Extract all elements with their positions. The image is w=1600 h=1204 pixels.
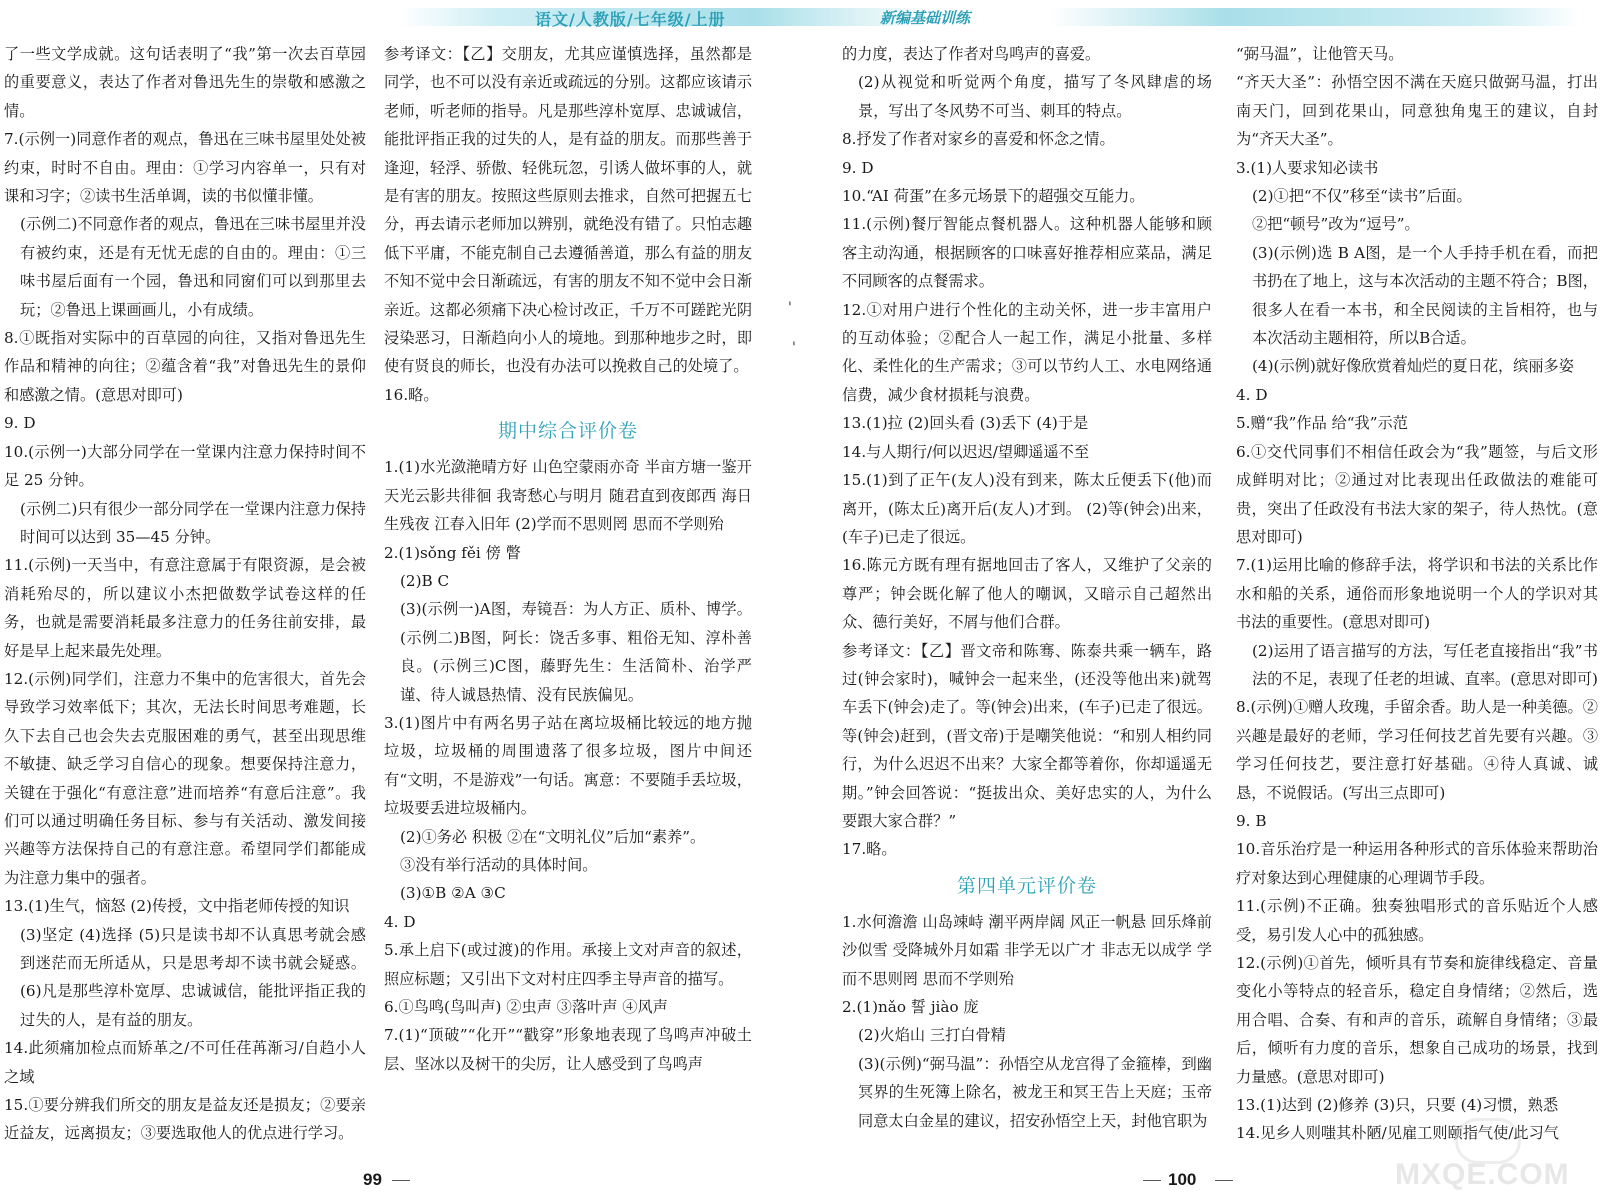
answer-paragraph: 9. B [1236,811,1267,830]
answer-paragraph: 2.(1)sǒng fěi 傍 瞥 [384,543,521,562]
answer-paragraph: 15.①要分辨我们所交的朋友是益友还是损友；②要亲近益友，远离损友；③要选取他人的优点进行学习。 [4,1096,366,1143]
page-number-left: 99 [363,1170,382,1189]
answer-paragraph: 参考译文：【乙】交朋友，尤其应谨慎选择，虽然都是同学，也不可以没有亲近或疏远的分别。这都应该请示老师，听老师的指导。凡是那些淳朴宽厚、忠诚诚信，能批评指正我的过失的人，是有益的朋友。而那些善于逢迎，轻浮、骄傲、轻佻玩忽，引诱人做坏事的人，就是有害的朋友。按照这些原则去推求，自然可把握五七分，再去请示老师加以辨别，就绝没有错了。只怕志趣低下平庸，不能克制自己去遵循善道，那么有益的朋友不知不觉中会日渐疏远，有害的朋友不知不觉中会日渐亲近。这都必须痛下决心检讨改正，千万不可蹉跎光阴浸染恶习，日渐趋向小人的境地。到那种地步之时，即使有贤良的师长，也没有办法可以挽救自己的处境了。 [384,45,752,376]
margin-mark: ' [788,300,792,316]
answer-paragraph: (2)①务必 积极 ②在“文明礼仪”后加“素养”。 [400,827,706,846]
answer-paragraph: 4. D [384,912,416,931]
answer-paragraph: 14.与人期行/何以迟迟/望卿遥遥不至 [842,442,1090,461]
answer-paragraph: (2)①把“不仅”移至“读书”后面。 [1252,187,1472,206]
answer-paragraph: 15.(1)到了正午(友人)没有到来，陈太丘便丢下(他)而离开，(陈太丘)离开后(友人)才到。 (2)等(钟会)出来，(车子)已走了很远。 [842,471,1212,546]
answer-paragraph: 6.①鸟鸣(鸟叫声) ②虫声 ③落叶声 ④风声 [384,998,668,1016]
answer-paragraph: (3)(示例)“弼马温”：孙悟空从龙宫得了金箍棒，到幽冥界的生死簿上除名，被龙王和冥王告上天庭；玉帝同意太白金星的建议，招安孙悟空上天，封他官职为 [858,1054,1212,1130]
answer-paragraph: 8.抒发了作者对家乡的喜爱和怀念之情。 [842,130,1115,149]
answer-paragraph: 10.(示例一)大部分同学在一堂课内注意力保持时间不足 25 分钟。 [4,442,366,490]
section-title-midterm: 期中综合评价卷 [497,420,638,443]
answer-paragraph: (2)从视觉和听觉两个角度，描写了冬风肆虐的场景，写出了冬风势不可当、刺耳的特点。 [858,73,1212,120]
answer-paragraph: 5.承上启下(或过渡)的作用。承接上文对声音的叙述，照应标题；又引出下文对村庄四季主导声音的描写。 [384,941,752,988]
answer-paragraph: 了一些文学成就。这句话表明了“我”第一次去百草园的重要意义，表达了作者对鲁迅先生的崇敬和感激之情。 [4,45,366,120]
answer-paragraph: 11.(示例)餐厅智能点餐机器人。这种机器人能够和顾客主动沟通，根据顾客的口味喜好推荐相应菜品，满足不同顾客的点餐需求。 [842,215,1212,291]
answer-paragraph: 参考译文：【乙】晋文帝和陈骞、陈泰共乘一辆车，路过(钟会家时)，喊钟会一起来坐，(还没等他出来)就驾车丢下(钟会)走了。等(钟会)出来，(车子)已走了很远。等(钟会)赶到，(晋文帝)于是嘲笑他说：“和别人相约同行，为什么迟迟不出来？大家全都等着你，你却遥遥无期。”钟会回答说：“挺拔出众、美好忠实的人，为什么要跟大家合群？” [842,641,1212,830]
answer-paragraph: 10.“AI 荷蛋”在多元场景下的超强交互能力。 [842,187,1145,206]
answer-paragraph: 5.赠“我”作品 给“我”示范 [1236,414,1408,433]
answer-paragraph: 12.(示例)同学们，注意力不集中的危害很大，首先会导致学习效率低下；其次，无法长时间思考难题，长久下去自己也会失去克服困难的勇气，甚至出现思维不敏捷、缺乏学习自信心的现象。想要保持注意力，关键在于强化“有意注意”进而培养“有意后注意”。我们可以通过明确任务目标、参与有关活动、激发间接兴趣等方法保持自己的有意注意。希望同学们都能成为注意力集中的强者。 [4,669,366,887]
answer-paragraph: “齐天大圣”：孙悟空因不满在天庭只做弼马温，打出南天门，回到花果山，同意独角鬼王的建议，自封为“齐天大圣”。 [1236,73,1598,149]
answer-paragraph: 7.(1)“顶破”“化开”“戳穿”形象地表现了鸟鸣声冲破土层、坚冰以及树干的尖厉，让人感受到了鸟鸣声 [384,1026,752,1073]
answer-paragraph: 6.①交代同事们不相信任政会为“我”题签，与后文形成鲜明对比；②通过对比表现出任政做法的难能可贵，突出了任政没有书法大家的架子，待人热忱。(意思对即可) [1236,442,1598,546]
answer-paragraph: 12.(示例)①首先，倾听具有节奏和旋律线稳定、音量变化小等特点的轻音乐，稳定自身情绪；②然后，选用合唱、合奏、有和声的音乐，疏解自身情绪；③最后，倾听有力度的音乐，想象自己成功的场景，找到力量感。(意思对即可) [1236,954,1598,1086]
answer-paragraph: (2)运用了语言描写的方法，写任老直接指出“我”书法的不足，表现了任老的坦诚、直率。(意思对即可) [1252,641,1598,688]
answer-paragraph: (3)坚定 (4)选择 (5)只是读书却不认真思考就会感到迷茫而无所适从，只是思考却不读书就会疑惑。 (6)凡是那些淳朴宽厚、忠诚诚信，能批评指正我的过失的人，是有益的朋友。 [20,925,366,1029]
answer-paragraph: 1.水何澹澹 山岛竦峙 潮平两岸阔 风正一帆悬 回乐烽前沙似雪 受降城外月如霜 非学无以广才 非志无以成学 学而不思则罔 思而不学则殆 [842,912,1212,988]
header-title: 语文/人教版/七年级/上册 [535,10,726,29]
answer-paragraph: 10.音乐治疗是一种运用各种形式的音乐体验来帮助治疗对象达到心理健康的心理调节手段。 [1236,840,1598,887]
answer-paragraph: 9. D [842,158,874,177]
answer-paragraph: 13.(1)生气，恼怒 (2)传授，文中指老师传授的知识 [4,897,350,916]
answer-paragraph: 8.(示例)①赠人玫瑰，手留余香。助人是一种美德。②兴趣是最好的老师，学习任何技艺首先要有兴趣。③学习任何技艺，要注意打好基础。④待人真诚、诚恳，不说假话。(写出三点即可) [1236,698,1598,802]
answer-paragraph: “弼马温”，让他管天马。 [1236,45,1404,63]
answer-paragraph: (3)(示例一)A图，寿镜吾：为人方正、质朴、博学。(示例二)B图，阿长：饶舌多事、粗俗无知、淳朴善良。(示例三)C图，藤野先生：生活简朴、治学严谨、待人诚恳热情、没有民族偏见。 [400,600,752,704]
answer-paragraph: 14.此须痛加检点而矫革之/不可任荏苒渐习/自趋小人之域 [4,1039,366,1086]
page-header [0,0,1600,30]
answer-paragraph: 16.陈元方既有理有据地回击了客人，又维护了父亲的尊严；钟会既化解了他人的嘲讽，又暗示自己超然出众、德行美好，不屑与他们合群。 [842,556,1212,632]
page-number-dash [392,1180,410,1181]
page-number-dash [1215,1180,1233,1181]
answer-paragraph: 3.(1)人要求知必读书 [1236,158,1379,177]
answer-paragraph: (2)火焰山 三打白骨精 [858,1026,1006,1045]
answer-paragraph: 16.略。 [384,385,439,404]
answer-paragraph: 17.略。 [842,840,897,859]
column-2 [384,40,752,1078]
column-4 [1236,40,1598,1148]
answer-paragraph: 7.(1)运用比喻的修辞手法，将学识和书法的关系比作水和船的关系，通俗而形象地说明一个人的学识对其书法的重要性。(意思对即可) [1236,556,1598,632]
answer-paragraph: 2.(1)nǎo 誓 jiào 庞 [842,998,979,1016]
header-brand: 新编基础训练 [880,9,971,27]
answer-paragraph: (3)(示例)选 B A图，是一个人手持手机在看，而把书扔在了地上，这与本次活动的主题不符合；B图，很多人在看一本书，和全民阅读的主旨相符，也与本次活动主题相符，所以B合适。 [1252,243,1598,348]
answer-paragraph: 11.(示例)不正确。独奏独唱形式的音乐贴近个人感受，易引发人心中的孤独感。 [1236,897,1598,944]
answer-paragraph: 1.(1)水光潋滟晴方好 山色空蒙雨亦奇 半亩方塘一鉴开 天光云影共徘徊 我寄愁心与明月 随君直到夜郎西 海日生残夜 江春入旧年 (2)学而不思则罔 思而不学则殆 [384,458,752,534]
answer-paragraph: 4. D [1236,385,1268,404]
page-number-right: 100 [1168,1170,1197,1189]
watermark-text: MXQE.COM [1395,1158,1570,1191]
answer-paragraph: (4)(示例)就好像欣赏着灿烂的夏日花，缤丽多姿 [1252,357,1574,376]
answer-paragraph: ②把“顿号”改为“逗号”。 [1252,215,1420,234]
answer-paragraph: (示例二)不同意作者的观点，鲁迅在三味书屋里并没有被约束，还是有无忧无虑的自由的。理由：①三味书屋后面有一个园，鲁迅和同窗们可以到那里去玩；②鲁迅上课画画儿，小有成绩。 [20,215,366,319]
answer-paragraph: 的力度，表达了作者对鸟鸣声的喜爱。 [842,45,1101,63]
answer-paragraph: (示例二)只有很少一部分同学在一堂课内注意力保持时间可以达到 35—45 分钟。 [20,499,366,546]
answer-paragraph: 13.(1)达到 (2)修养 (3)只，只要 (4)习惯，熟悉 [1236,1096,1559,1115]
answer-paragraph: 8.①既指对实际中的百草园的向往，又指对鲁迅先生作品和精神的向往；②蕴含着“我”对鲁迅先生的景仰和感激之情。(意思对即可) [4,329,366,404]
answer-paragraph: 11.(示例)一天当中，有意注意属于有限资源，是会被消耗殆尽的，所以建议小杰把做数学试卷这样的任务，也就是需要消耗最多注意力的任务往前安排，最好是早上起来最先处理。 [4,556,366,660]
page-number-dash [1143,1180,1161,1181]
column-1 [4,40,366,1148]
answer-paragraph: 9. D [4,414,36,433]
watermark-logo [1385,1118,1590,1198]
answer-paragraph: 3.(1)图片中有两名男子站在离垃圾桶比较远的地方抛垃圾，垃圾桶的周围遗落了很多垃圾，图片中间还有“文明，不是游戏”一句话。寓意：不要随手丢垃圾，垃圾要丢进垃圾桶内。 [384,713,752,818]
answer-paragraph: (2)B C [400,571,450,590]
section-title-unit4: 第四单元评价卷 [956,874,1097,897]
answer-paragraph: (3)①B ②A ③C [400,884,506,903]
answer-paragraph: 12.①对用户进行个性化的主动关怀，进一步丰富用户的互动体验；②配合人一起工作，满足小批量、多样化、柔性化的生产需求；③可以节约人工、水电网络通信费，减少食材损耗与浪费。 [842,300,1212,404]
answer-paragraph: 7.(示例一)同意作者的观点，鲁迅在三味书屋里处处被约束，时时不自由。理由：①学习内容单一，只有对课和习字；②读书生活单调，读的书似懂非懂。 [4,130,366,206]
answer-paragraph: 13.(1)拉 (2)回头看 (3)丢下 (4)于是 [842,414,1089,433]
answer-paragraph: ③没有举行活动的具体时间。 [400,855,598,874]
answer-paragraph: 14.见乡人则嗤其朴陋/见雇工则颐指气使/此习气 [1236,1124,1559,1143]
column-3 [842,40,1212,1135]
margin-mark: ' [792,340,796,356]
